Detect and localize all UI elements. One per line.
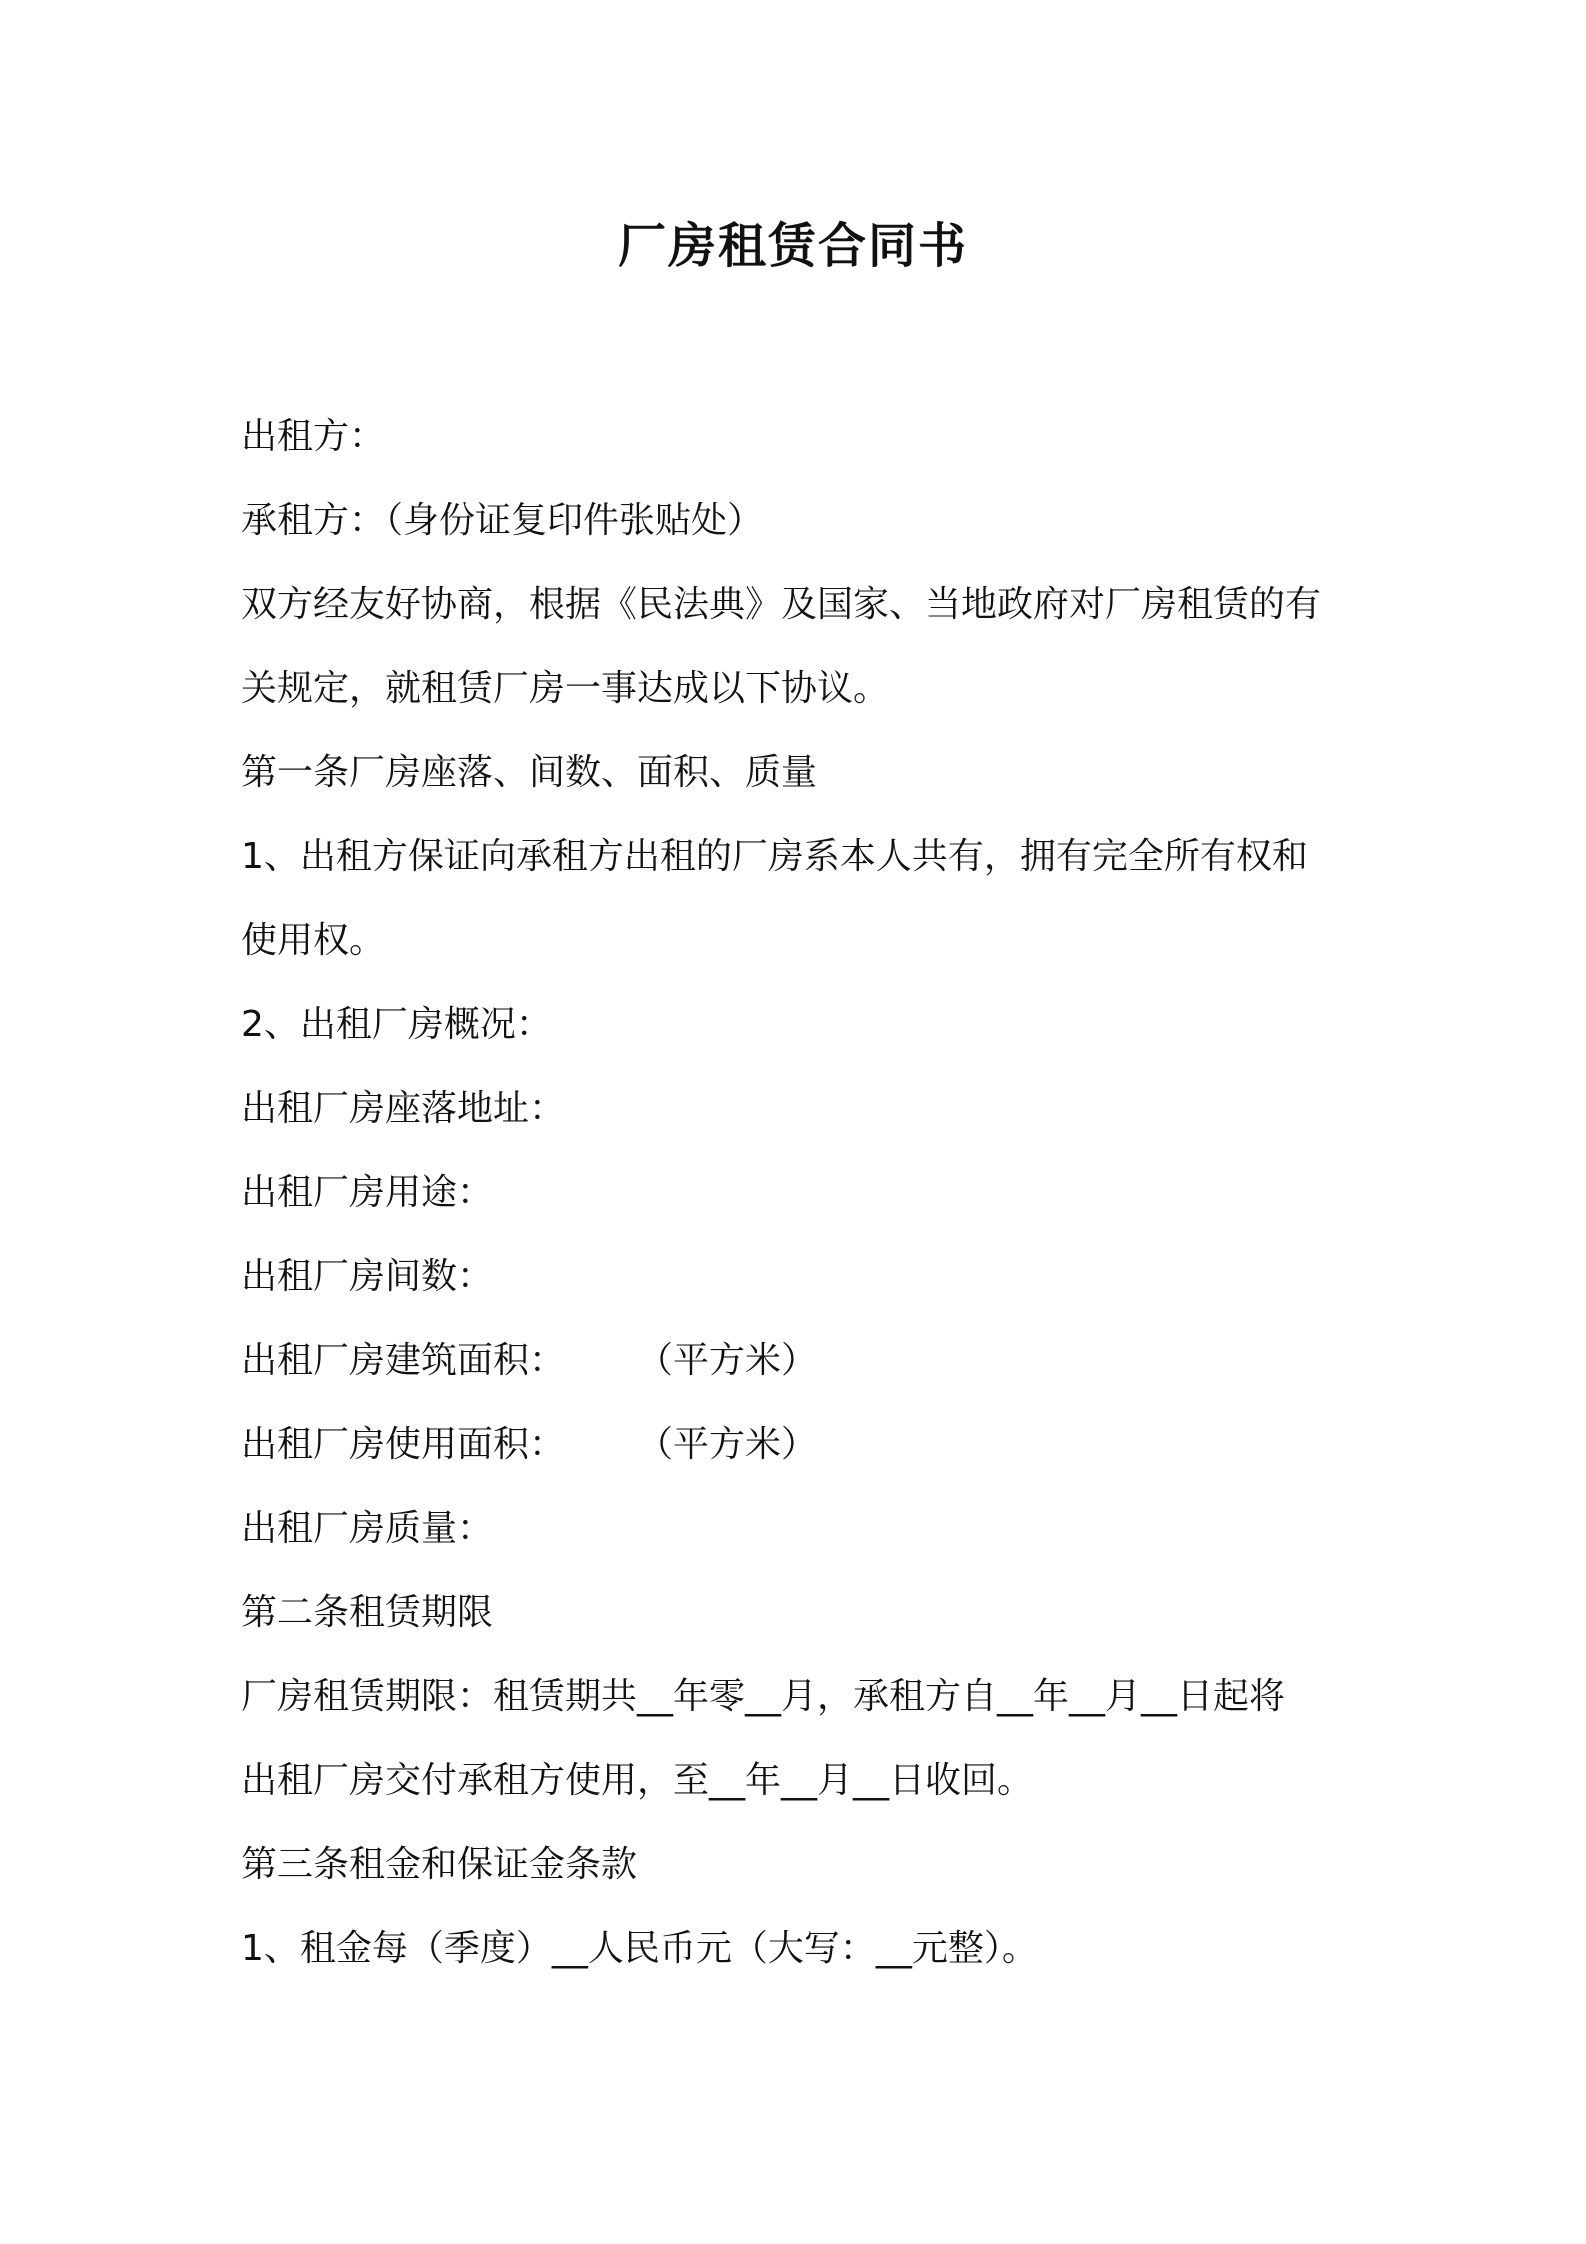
- factory-usage-line: 出租厂房用途：: [241, 1172, 494, 1213]
- article-1-heading: 第一条厂房座落、间数、面积、质量: [241, 752, 818, 793]
- building-area-label: 出租厂房建筑面积：: [241, 1340, 566, 1381]
- factory-quality-line: 出租厂房质量：: [241, 1508, 494, 1549]
- lease-term-line-2: 出租厂房交付承租方使用，至__年__月__日收回。: [241, 1760, 1034, 1801]
- lease-term-line-1: 厂房租赁期限：租赁期共__年零__月，承租方自__年__月__日起将: [241, 1676, 1286, 1717]
- rent-clause-line: 1、租金每（季度）__人民币元（大写：__元整）。: [241, 1928, 1038, 1969]
- clause-1-1-line-1: 1、出租方保证向承租方出租的厂房系本人共有，拥有完全所有权和: [241, 836, 1308, 877]
- usable-area-unit: （平方米）: [637, 1424, 818, 1465]
- clause-1-1-line-2: 使用权。: [241, 920, 386, 961]
- usable-area-label: 出租厂房使用面积：: [241, 1424, 566, 1465]
- building-area-unit: （平方米）: [637, 1340, 818, 1381]
- article-2-heading: 第二条租赁期限: [241, 1592, 494, 1633]
- document-title: 厂房租赁合同书: [617, 218, 968, 274]
- building-area-line: [241, 1336, 1361, 1386]
- preamble-line-2: 关规定，就租赁厂房一事达成以下协议。: [241, 668, 890, 709]
- article-3-heading: 第三条租金和保证金条款: [241, 1844, 638, 1885]
- usable-area-line: [241, 1420, 1361, 1470]
- lessor-line: 出租方：: [241, 416, 386, 457]
- lessee-line: 承租方：（身份证复印件张贴处）: [241, 500, 764, 541]
- factory-address-line: 出租厂房座落地址：: [241, 1088, 566, 1129]
- clause-1-2-heading: 2、出租厂房概况：: [241, 1004, 552, 1045]
- factory-rooms-line: 出租厂房间数：: [241, 1256, 494, 1297]
- preamble-line-1: 双方经友好协商，根据《民法典》及国家、当地政府对厂房租赁的有: [241, 584, 1322, 625]
